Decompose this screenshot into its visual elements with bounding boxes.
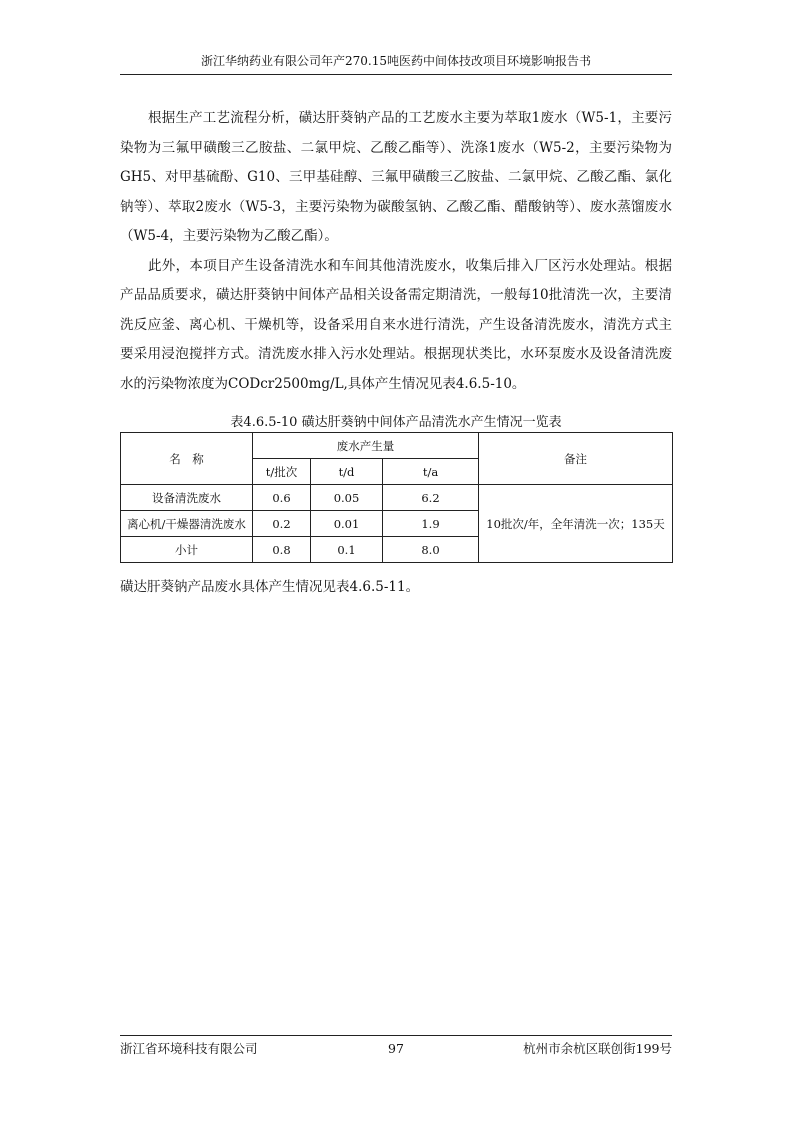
- header-title: 浙江华纳药业有限公司年产270.15吨医药中间体技改项目环境影响报告书: [201, 54, 591, 68]
- row-value-per-day: 0.01: [311, 511, 383, 537]
- body-text: [120, 104, 672, 399]
- footer-address: 杭州市余杭区联创街199号: [523, 1041, 672, 1056]
- name-header: 名 称: [121, 433, 253, 485]
- row-value-per-batch: 0.2: [253, 511, 311, 537]
- page-footer: [120, 1035, 672, 1062]
- row-value-per-year: 8.0: [383, 537, 479, 563]
- unit-header-per-year: t/a: [383, 459, 479, 485]
- row-value-per-batch: 0.6: [253, 485, 311, 511]
- wastewater-amount-header: 废水产生量: [253, 433, 479, 459]
- unit-header-per-day: t/d: [311, 459, 383, 485]
- remark-header: 备注: [479, 433, 673, 485]
- row-value-per-day: 0.1: [311, 537, 383, 563]
- unit-header-per-batch: t/批次: [253, 459, 311, 485]
- paragraph-process-wastewater: 根据生产工艺流程分析，磺达肝葵钠产品的工艺废水主要为萃取1废水（W5-1，主要污染物为三氟甲磺酸三乙胺盐、二氯甲烷、乙酸乙酯等）、洗涤1废水（W5-2，主要污染物为GH5、对甲基硫酚、G10、三甲基硅醇、三氟甲磺酸三乙胺盐、二氯甲烷、乙酸乙酯、氯化钠等）、萃取2废水（W5-3，主要污染物为碳酸氢钠、乙酸乙酯、醋酸钠等）、废水蒸馏废水（W5-4，主要污染物为乙酸乙酯）。: [120, 110, 672, 244]
- row-name: 设备清洗废水: [121, 485, 253, 511]
- after-table-text: 磺达肝葵钠产品废水具体产生情况见表4.6.5-11。: [120, 579, 420, 595]
- row-value-per-year: 1.9: [383, 511, 479, 537]
- row-name: 小计: [121, 537, 253, 563]
- cleaning-water-table: [120, 432, 673, 563]
- page-number: 97: [388, 1041, 404, 1056]
- remark-cell: 10批次/年，全年清洗一次；135天: [479, 485, 673, 563]
- row-value-per-year: 6.2: [383, 485, 479, 511]
- page-header: [120, 50, 672, 75]
- paragraph-cleaning-water: 此外，本项目产生设备清洗水和车间其他清洗废水，收集后排入厂区污水处理站。根据产品品质要求，磺达肝葵钠中间体产品相关设备需定期清洗，一般每10批清洗一次，主要清洗反应釜、离心机、干燥机等，设备采用自来水进行清洗，产生设备清洗废水，清洗方式主要采用浸泡搅拌方式。清洗废水排入污水处理站。根据现状类比，水环泵废水及设备清洗废水的污染物浓度为CODcr2500mg/L,具体产生情况见表4.6.5-10。: [120, 257, 672, 392]
- footer-company: 浙江省环境科技有限公司: [120, 1041, 258, 1056]
- table-caption: 表4.6.5-10 磺达肝葵钠中间体产品清洗水产生情况一览表: [230, 415, 562, 430]
- table-header-row: [121, 433, 673, 459]
- row-name: 离心机/干燥器清洗废水: [121, 511, 253, 537]
- table-row: [121, 485, 673, 511]
- row-value-per-day: 0.05: [311, 485, 383, 511]
- row-value-per-batch: 0.8: [253, 537, 311, 563]
